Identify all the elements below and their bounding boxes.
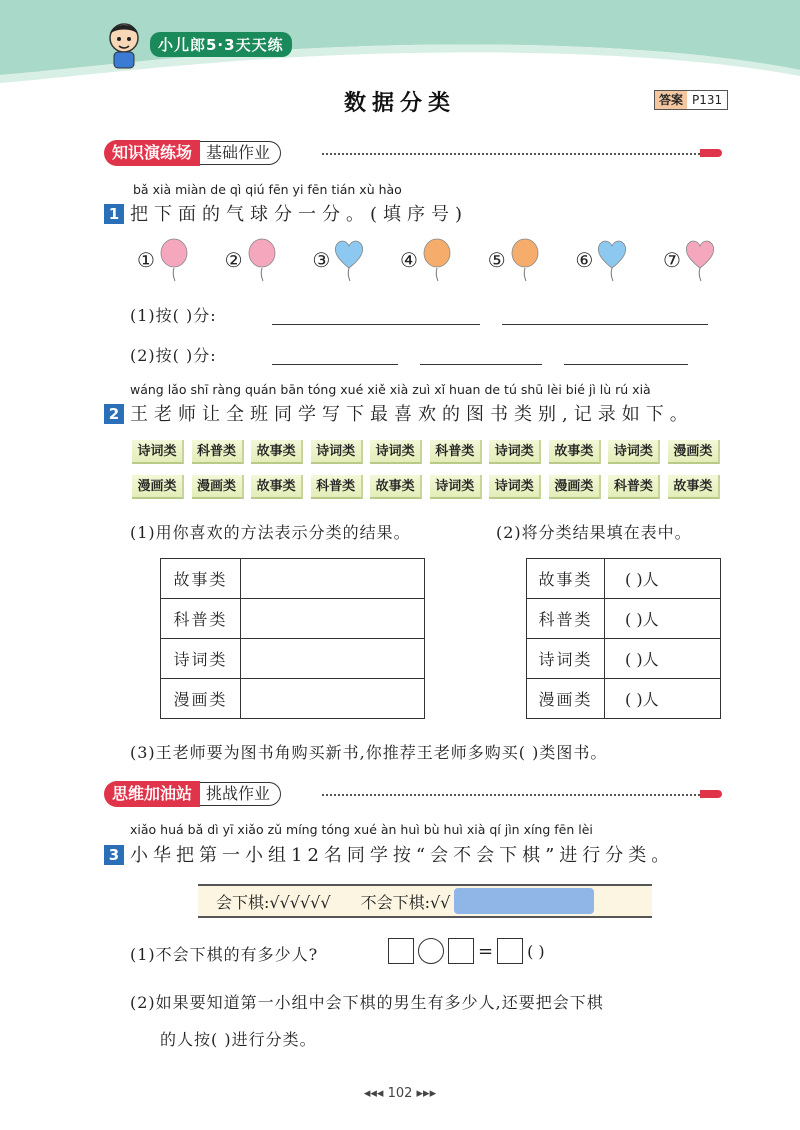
table-row (161, 559, 425, 599)
q1-pinyin: bǎ xià miàn de qì qiú fēn yi fēn tián xù hào (133, 182, 402, 197)
q1-sub2: (2)按( )分: (130, 346, 217, 365)
book-category-tag: 漫画类 (192, 475, 244, 499)
q3-number: 3 (104, 845, 124, 865)
category-label: 故事类 (161, 559, 241, 599)
equation (388, 938, 545, 964)
pencil-icon (700, 149, 722, 157)
chess-tally-strip (198, 884, 652, 918)
category-label: 漫画类 (161, 679, 241, 719)
book-category-tag: 诗词类 (370, 440, 422, 464)
section-basic-title: 知识演练场 (104, 140, 200, 166)
table-row (527, 599, 721, 639)
table-row (161, 599, 425, 639)
book-category-tag: 漫画类 (549, 475, 601, 499)
hidden-tally-mark (454, 888, 594, 914)
balloon-item (225, 238, 279, 282)
answer-box[interactable] (448, 938, 474, 964)
answer-line[interactable] (502, 324, 708, 325)
balloon-item (488, 238, 542, 282)
section-divider (322, 153, 700, 155)
tally-cell[interactable] (241, 559, 425, 599)
can-play-tally: 会下棋:√√√√√√ (216, 892, 331, 912)
balloon-label: ⑥ (575, 248, 594, 272)
book-category-tag: 故事类 (370, 475, 422, 499)
equals-sign: = (478, 940, 494, 962)
q3-sub2-line1: (2)如果要知道第一小组中会下棋的男生有多少人,还要把会下棋 (130, 993, 604, 1012)
category-label: 诗词类 (161, 639, 241, 679)
book-category-tag: 诗词类 (132, 440, 184, 464)
category-label: 科普类 (161, 599, 241, 639)
classify-table (160, 558, 425, 719)
answer-line[interactable] (564, 364, 688, 365)
brand-logo: 小儿郎5·3天天练 (150, 32, 292, 57)
q3-text: 小华把第一小组12名同学按“会不会下棋”进行分类。 (130, 845, 675, 866)
q2-number: 2 (104, 404, 124, 424)
section-basic-subtitle: 基础作业 (200, 141, 281, 165)
balloon-label: ③ (312, 248, 331, 272)
mascot-icon (102, 20, 146, 70)
table-row (161, 679, 425, 719)
answer-key-label: 答案 (655, 91, 687, 109)
q2-text: 王老师让全班同学写下最喜欢的图书类别,记录如下。 (130, 404, 694, 425)
book-category-tag: 诗词类 (608, 440, 660, 464)
balloon-item (312, 238, 366, 282)
table-row (161, 639, 425, 679)
category-label: 漫画类 (527, 679, 605, 719)
balloon-label: ② (224, 248, 243, 272)
unit-paren: ( ) (527, 941, 545, 961)
answer-line[interactable] (272, 364, 398, 365)
q1-number: 1 (104, 204, 124, 224)
book-category-tag: 科普类 (430, 440, 482, 464)
category-label: 科普类 (527, 599, 605, 639)
category-label: 故事类 (527, 559, 605, 599)
section-challenge-subtitle: 挑战作业 (200, 782, 281, 806)
balloon-item (400, 238, 454, 282)
count-cell[interactable]: ( )人 (605, 639, 721, 679)
book-category-tag: 诗词类 (311, 440, 363, 464)
table-row (527, 639, 721, 679)
count-cell[interactable]: ( )人 (605, 679, 721, 719)
table-row (527, 679, 721, 719)
q3-sub1: (1)不会下棋的有多少人? (130, 945, 319, 964)
book-category-tag: 科普类 (608, 475, 660, 499)
book-category-tag: 故事类 (668, 475, 720, 499)
table-row (527, 559, 721, 599)
book-category-tag: 诗词类 (489, 440, 541, 464)
tally-cell[interactable] (241, 639, 425, 679)
round-balloon-icon (245, 238, 279, 282)
operator-circle[interactable] (418, 938, 444, 964)
balloon-label: ⑤ (487, 248, 506, 272)
balloon-item (575, 238, 629, 282)
q2-pinyin: wáng lǎo shī ràng quán bān tóng xué xiě xià zuì xǐ huan de tú shū lèi bié jì lù rú xià (130, 382, 651, 397)
pencil-icon (700, 790, 722, 798)
balloon-label: ④ (400, 248, 418, 272)
book-category-tag: 漫画类 (668, 440, 720, 464)
tally-cell[interactable] (241, 599, 425, 639)
balloon-row (137, 238, 717, 282)
book-category-tag: 故事类 (251, 440, 303, 464)
book-category-tag: 故事类 (251, 475, 303, 499)
book-category-tag: 故事类 (549, 440, 601, 464)
section-challenge-title: 思维加油站 (104, 781, 200, 807)
q1-text: 把下面的气球分一分。(填序号) (130, 204, 469, 225)
book-category-tag: 科普类 (192, 440, 244, 464)
cannot-play-tally: 不会下棋:√√ (360, 892, 451, 912)
answer-key-page: P131 (692, 93, 723, 107)
answer-line[interactable] (420, 364, 542, 365)
balloon-label: ⑦ (663, 248, 681, 272)
book-category-tag: 诗词类 (489, 475, 541, 499)
page-title: 数据分类 (343, 91, 456, 116)
balloon-item (663, 238, 717, 282)
answer-box[interactable] (497, 938, 523, 964)
answer-box[interactable] (388, 938, 414, 964)
section-divider (322, 794, 700, 796)
category-label: 诗词类 (527, 639, 605, 679)
count-table (526, 558, 721, 719)
count-cell[interactable]: ( )人 (605, 559, 721, 599)
book-category-tag: 科普类 (311, 475, 363, 499)
q1-sub1: (1)按( )分: (130, 306, 217, 325)
answer-line[interactable] (272, 324, 480, 325)
page-number: ◂◂◂ 102 ▸▸▸ (363, 1086, 437, 1101)
heart-balloon-icon (595, 238, 629, 282)
answer-key-badge (654, 90, 728, 110)
round-balloon-icon (508, 238, 542, 282)
q2-sub1: (1)用你喜欢的方法表示分类的结果。 (130, 523, 411, 542)
q2-sub2: (2)将分类结果填在表中。 (496, 523, 692, 542)
tag-row (132, 475, 720, 499)
round-balloon-icon (420, 238, 454, 282)
section-basic-banner (104, 140, 281, 166)
q3-pinyin: xiǎo huá bǎ dì yī xiǎo zǔ míng tóng xué àn huì bù huì xià qí jìn xíng fēn lèi (130, 822, 593, 837)
book-category-tag: 漫画类 (132, 475, 184, 499)
book-category-tag: 诗词类 (430, 475, 482, 499)
round-balloon-icon (157, 238, 191, 282)
section-challenge-banner (104, 781, 281, 807)
balloon-label: ① (137, 248, 155, 272)
balloon-item (137, 238, 191, 282)
tag-row (132, 440, 720, 464)
heart-balloon-icon (332, 238, 366, 282)
q3-sub2-line2: 的人按( )进行分类。 (160, 1030, 317, 1049)
tally-cell[interactable] (241, 679, 425, 719)
q2-sub3: (3)王老师要为图书角购买新书,你推荐王老师多购买( )类图书。 (130, 743, 608, 762)
count-cell[interactable]: ( )人 (605, 599, 721, 639)
heart-balloon-icon (683, 238, 717, 282)
